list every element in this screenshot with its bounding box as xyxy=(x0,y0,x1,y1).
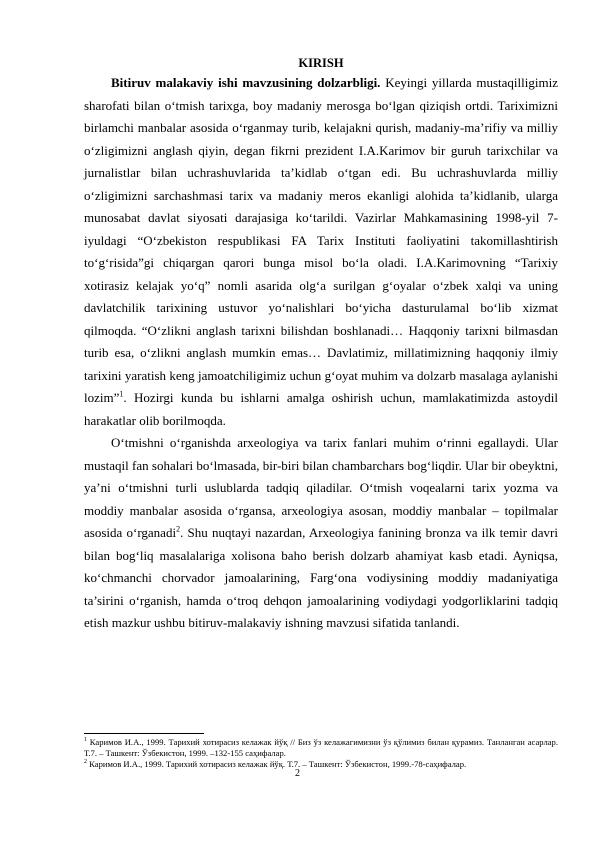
footnote-ref-2[interactable]: 2 xyxy=(176,524,181,534)
document-body xyxy=(84,56,558,635)
footnote-number: 2 xyxy=(84,759,87,766)
footnote-number: 1 xyxy=(84,737,87,744)
footnotes xyxy=(84,737,558,770)
paragraph-1 xyxy=(84,72,558,432)
footnote-separator xyxy=(84,733,204,734)
footnote-text: Каримов И.А., 1999. Тарихий хотирасиз келажак йўқ. Т.7. – Ташкент: Ўзбекистон, 1999.-78-саҳифалар. xyxy=(87,759,467,769)
footnote-text: Каримов И.А., 1999. Тарихий хотирасиз келажак йўқ // Биз ўз келажагимизни ўз қўлимиз билан қурамиз. Танланган асарлар. Т.7. – Ташкент: Ўзбекистон, 1999. –132-155 саҳифалар. xyxy=(84,737,558,758)
paragraph-text: O‘tmishni o‘rganishda arxeologiya va tarix fanlari muhim o‘rinni egallaydi. Ular mustaqil fan sohalari bo‘lmasada, bir-biri bilan chambarchars bog‘liqdir. Ular bir obeyktni, ya’ni o‘tmishni turli uslublarda tadqiq qiladilar. O‘tmish voqealarni tarix yozma va moddiy manbalar asosida o‘rgansa, arxeologiya asosan, moddiy manbalar – topilmalar asosida o‘rganadi xyxy=(84,435,558,540)
paragraph-tail: . Shu nuqtayi nazardan, Arxeologiya fanining bronza va ilk temir davri bilan bog‘liq masalalariga xolisona baho berish dolzarb ahamiyat kasb etadi. Ayniqsa, ko‘chmanchi chorvador jamoalarining, Farg‘ona vodiysining moddiy madaniyatiga ta’sirini o‘rganish, hamda o‘troq dehqon jamoalarining vodiydagi yodgorliklarini tadqiq etish mazkur ushbu bitiruv-malakaviy ishning mavzusi sifatida tanlandi. xyxy=(84,525,558,630)
paragraph-lead: Bitiruv malakaviy ishi mavzusining dolzarbligi. xyxy=(111,75,381,90)
page-title: KIRISH xyxy=(298,56,344,70)
page-number: 2 xyxy=(295,768,300,779)
footnote-1 xyxy=(84,737,558,759)
paragraph-2 xyxy=(84,432,558,635)
paragraph-text: Keyingi yillarda mustaqilligimiz sharofati bilan o‘tmish tarixga, boy madaniy merosga bo‘lgan qiziqish ortdi. Tariximizni birlamchi manbalar asosida o‘rganmay turib, kelajakni qurish, madaniy-ma’rifiy va milliy o‘zligimizni anglash qiyin, degan fikrni prezident I.A.Karimov bir guruh tarixchilar va jurnalistlar bilan uchrashuvlarida ta’kidlab o‘tgan edi. Bu uchrashuvlarda milliy o‘zligimizni sarchashmasi tarix va madaniy meros ekanligi alohida ta’kidlanib, ularga munosabat davlat siyosati darajasiga ko‘tarildi. Vazirlar Mahkamasining 1998-yil 7-iyuldagi “O‘zbekiston respublikasi FA Tarix Instituti faoliyatini takomillashtirish to‘g‘risida”gi chiqargan qarori bunga misol bo‘la oladi. I.A.Karimovning “Tarixiy xotirasiz kelajak yo‘q” nomli asarida olg‘a surilgan g‘oyalar o‘zbek xalqi va uning davlatchilik tarixining ustuvor yo‘nalishlari bo‘yicha dasturulamal bo‘lib xizmat qilmoqda. “O‘zlikni anglash tarixni bilishdan boshlanadi… Haqqoniy tarixni bilmasdan turib esa, o‘zlikni anglash mumkin emas… Davlatimiz, millatimizning haqqoniy ilmiy tarixini yaratish keng jamoatchiligimiz uchun g‘oyat muhim va dolzarb masalaga aylanishi lozim” xyxy=(84,75,558,405)
footnote-ref-1[interactable]: 1 xyxy=(119,389,124,399)
paragraph-tail: . Hozirgi kunda bu ishlarni amalga oshirish uchun, mamlakatimizda astoydil harakatlar olib borilmoqda. xyxy=(84,390,558,428)
